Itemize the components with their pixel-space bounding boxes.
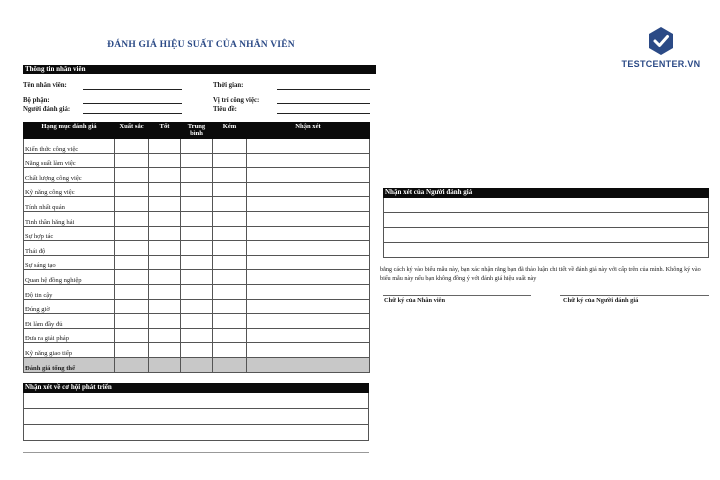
rating-cell[interactable] xyxy=(213,197,247,212)
comment-cell[interactable] xyxy=(247,211,370,226)
table-row xyxy=(24,153,370,168)
comment-cell[interactable] xyxy=(247,328,370,343)
rating-table xyxy=(23,122,370,373)
rating-cell[interactable] xyxy=(181,328,213,343)
employee-name-field[interactable] xyxy=(83,89,182,90)
development-comment-line[interactable] xyxy=(23,409,369,425)
rating-cell[interactable] xyxy=(115,255,149,270)
rating-cell[interactable] xyxy=(181,270,213,285)
table-row xyxy=(24,314,370,329)
comment-cell[interactable] xyxy=(247,168,370,183)
category-label: Thái độ xyxy=(24,241,115,256)
rating-cell[interactable] xyxy=(149,139,181,154)
rating-cell[interactable] xyxy=(181,226,213,241)
rating-cell[interactable] xyxy=(213,182,247,197)
rating-cell[interactable] xyxy=(181,284,213,299)
rating-cell[interactable] xyxy=(115,343,149,358)
rating-table-header xyxy=(24,123,370,139)
rating-cell[interactable] xyxy=(181,299,213,314)
rating-cell[interactable] xyxy=(181,139,213,154)
table-row xyxy=(24,241,370,256)
period-field[interactable] xyxy=(277,89,370,90)
rating-cell[interactable] xyxy=(181,211,213,226)
development-comments-section xyxy=(23,383,369,441)
total-label: Đánh giá tổng thể xyxy=(24,357,115,372)
employee-name-label: Tên nhân viên: xyxy=(23,82,67,89)
divider xyxy=(23,452,369,453)
rating-cell[interactable] xyxy=(115,168,149,183)
table-row xyxy=(24,328,370,343)
category-label: Sự hợp tác xyxy=(24,226,115,241)
category-label: Sự sáng tạo xyxy=(24,255,115,270)
column-header-category: Hạng mục đánh giá xyxy=(24,123,115,139)
category-label: Quan hệ đồng nghiệp xyxy=(24,270,115,285)
comment-cell[interactable] xyxy=(247,270,370,285)
rating-cell[interactable] xyxy=(213,299,247,314)
rating-cell[interactable] xyxy=(213,226,247,241)
rating-cell[interactable] xyxy=(115,284,149,299)
comment-cell[interactable] xyxy=(247,343,370,358)
rating-cell[interactable] xyxy=(181,343,213,358)
rating-cell[interactable] xyxy=(149,182,181,197)
rating-cell[interactable] xyxy=(149,197,181,212)
rating-cell[interactable] xyxy=(213,328,247,343)
employee-info-header: Thông tin nhân viên xyxy=(23,65,376,74)
column-header-excellent: Xuất sắc xyxy=(115,123,149,139)
category-label: Kiến thức công việc xyxy=(24,139,115,154)
comment-cell[interactable] xyxy=(247,314,370,329)
table-row xyxy=(24,270,370,285)
table-row xyxy=(24,299,370,314)
table-row xyxy=(24,139,370,154)
rating-cell[interactable] xyxy=(149,314,181,329)
development-comment-line[interactable] xyxy=(23,425,369,441)
reviewer-label: Người đánh giá: xyxy=(23,106,71,113)
rating-cell[interactable] xyxy=(213,241,247,256)
reviewer-comments-header: Nhận xét của Người đánh giá xyxy=(383,188,709,198)
comment-cell[interactable] xyxy=(247,357,370,372)
reviewer-comment-line[interactable] xyxy=(383,228,709,243)
category-label: Chất lượng công việc xyxy=(24,168,115,183)
comment-cell[interactable] xyxy=(247,299,370,314)
column-header-poor: Kém xyxy=(213,123,247,139)
total-row xyxy=(24,357,370,372)
rating-cell[interactable] xyxy=(213,343,247,358)
period-label: Thời gian: xyxy=(213,82,244,89)
rating-cell[interactable] xyxy=(181,197,213,212)
comment-cell[interactable] xyxy=(247,182,370,197)
heading-label: Tiêu đề: xyxy=(213,106,237,113)
rating-cell[interactable] xyxy=(149,270,181,285)
table-row xyxy=(24,255,370,270)
rating-cell[interactable] xyxy=(149,328,181,343)
rating-cell[interactable] xyxy=(149,284,181,299)
rating-cell[interactable] xyxy=(149,241,181,256)
reviewer-comment-line[interactable] xyxy=(383,243,709,258)
rating-cell[interactable] xyxy=(149,168,181,183)
development-comments-header: Nhận xét về cơ hội phát triển xyxy=(23,383,369,393)
rating-cell[interactable] xyxy=(213,153,247,168)
reviewer-comment-line[interactable] xyxy=(383,198,709,213)
table-row xyxy=(24,168,370,183)
column-header-good: Tốt xyxy=(149,123,181,139)
comment-cell[interactable] xyxy=(247,153,370,168)
employee-signature-field[interactable] xyxy=(383,295,531,296)
table-row xyxy=(24,197,370,212)
shield-check-icon xyxy=(648,27,674,55)
category-label: Kỹ năng công việc xyxy=(24,182,115,197)
position-label: Vị trí công việc: xyxy=(213,97,260,104)
comment-cell[interactable] xyxy=(247,197,370,212)
rating-cell[interactable] xyxy=(181,168,213,183)
reviewer-signature-field[interactable] xyxy=(560,295,709,296)
rating-cell[interactable] xyxy=(149,153,181,168)
comment-cell[interactable] xyxy=(247,226,370,241)
category-label: Tinh thần hăng hái xyxy=(24,211,115,226)
rating-cell[interactable] xyxy=(115,357,149,372)
rating-cell[interactable] xyxy=(115,314,149,329)
department-field[interactable] xyxy=(83,103,182,104)
rating-cell[interactable] xyxy=(149,255,181,270)
rating-cell[interactable] xyxy=(115,182,149,197)
rating-cell[interactable] xyxy=(115,153,149,168)
category-label: Đi làm đầy đủ xyxy=(24,314,115,329)
rating-cell[interactable] xyxy=(181,182,213,197)
rating-cell[interactable] xyxy=(149,299,181,314)
rating-cell[interactable] xyxy=(149,357,181,372)
category-label: Năng suất làm việc xyxy=(24,153,115,168)
rating-cell[interactable] xyxy=(213,284,247,299)
comment-cell[interactable] xyxy=(247,139,370,154)
rating-cell[interactable] xyxy=(213,211,247,226)
heading-field[interactable] xyxy=(277,113,370,114)
category-label: Kỹ năng giao tiếp xyxy=(24,343,115,358)
reviewer-signature-label: Chữ ký của Người đánh giá xyxy=(563,297,639,304)
rating-cell[interactable] xyxy=(181,255,213,270)
table-row xyxy=(24,226,370,241)
comment-cell[interactable] xyxy=(247,241,370,256)
rating-cell[interactable] xyxy=(213,270,247,285)
rating-cell[interactable] xyxy=(149,226,181,241)
rating-cell[interactable] xyxy=(115,226,149,241)
rating-cell[interactable] xyxy=(181,241,213,256)
reviewer-comments-section xyxy=(383,188,709,258)
development-comment-line[interactable] xyxy=(23,393,369,409)
category-label: Độ tin cậy xyxy=(24,284,115,299)
rating-cell[interactable] xyxy=(213,255,247,270)
category-label: Tính nhất quán xyxy=(24,197,115,212)
rating-cell[interactable] xyxy=(149,343,181,358)
logo-text: TESTCENTER.VN xyxy=(621,59,701,69)
table-row xyxy=(24,211,370,226)
column-header-comments: Nhận xét xyxy=(247,123,370,139)
department-label: Bộ phận: xyxy=(23,97,50,104)
rating-cell[interactable] xyxy=(115,270,149,285)
rating-cell[interactable] xyxy=(181,153,213,168)
reviewer-field[interactable] xyxy=(83,113,182,114)
column-header-average: Trung bình xyxy=(181,123,213,139)
rating-cell[interactable] xyxy=(213,314,247,329)
rating-cell[interactable] xyxy=(115,211,149,226)
table-row xyxy=(24,182,370,197)
rating-cell[interactable] xyxy=(115,328,149,343)
comment-cell[interactable] xyxy=(247,255,370,270)
category-label: Đưa ra giải pháp xyxy=(24,328,115,343)
rating-cell[interactable] xyxy=(115,139,149,154)
rating-cell[interactable] xyxy=(213,168,247,183)
comment-cell[interactable] xyxy=(247,284,370,299)
rating-cell[interactable] xyxy=(149,211,181,226)
rating-cell[interactable] xyxy=(213,357,247,372)
table-row xyxy=(24,284,370,299)
acknowledgement-text: bằng cách ký vào biểu mẫu này, bạn xác nhận rằng bạn đã thảo luận chi tiết về đánh giá này với cấp trên của mình. Không ký vào biểu mẫu này nếu bạn không đồng ý với đánh giá hiệu suất này xyxy=(380,266,701,282)
position-field[interactable] xyxy=(277,103,370,104)
rating-cell[interactable] xyxy=(115,299,149,314)
employee-signature-label: Chữ ký của Nhân viên xyxy=(384,297,446,304)
category-label: Đúng giờ xyxy=(24,299,115,314)
rating-cell[interactable] xyxy=(181,357,213,372)
rating-cell[interactable] xyxy=(213,139,247,154)
rating-cell[interactable] xyxy=(115,197,149,212)
page-title: ĐÁNH GIÁ HIỆU SUẤT CỦA NHÂN VIÊN xyxy=(107,40,295,50)
reviewer-comment-line[interactable] xyxy=(383,213,709,228)
table-row xyxy=(24,343,370,358)
rating-cell[interactable] xyxy=(115,241,149,256)
rating-cell[interactable] xyxy=(181,314,213,329)
